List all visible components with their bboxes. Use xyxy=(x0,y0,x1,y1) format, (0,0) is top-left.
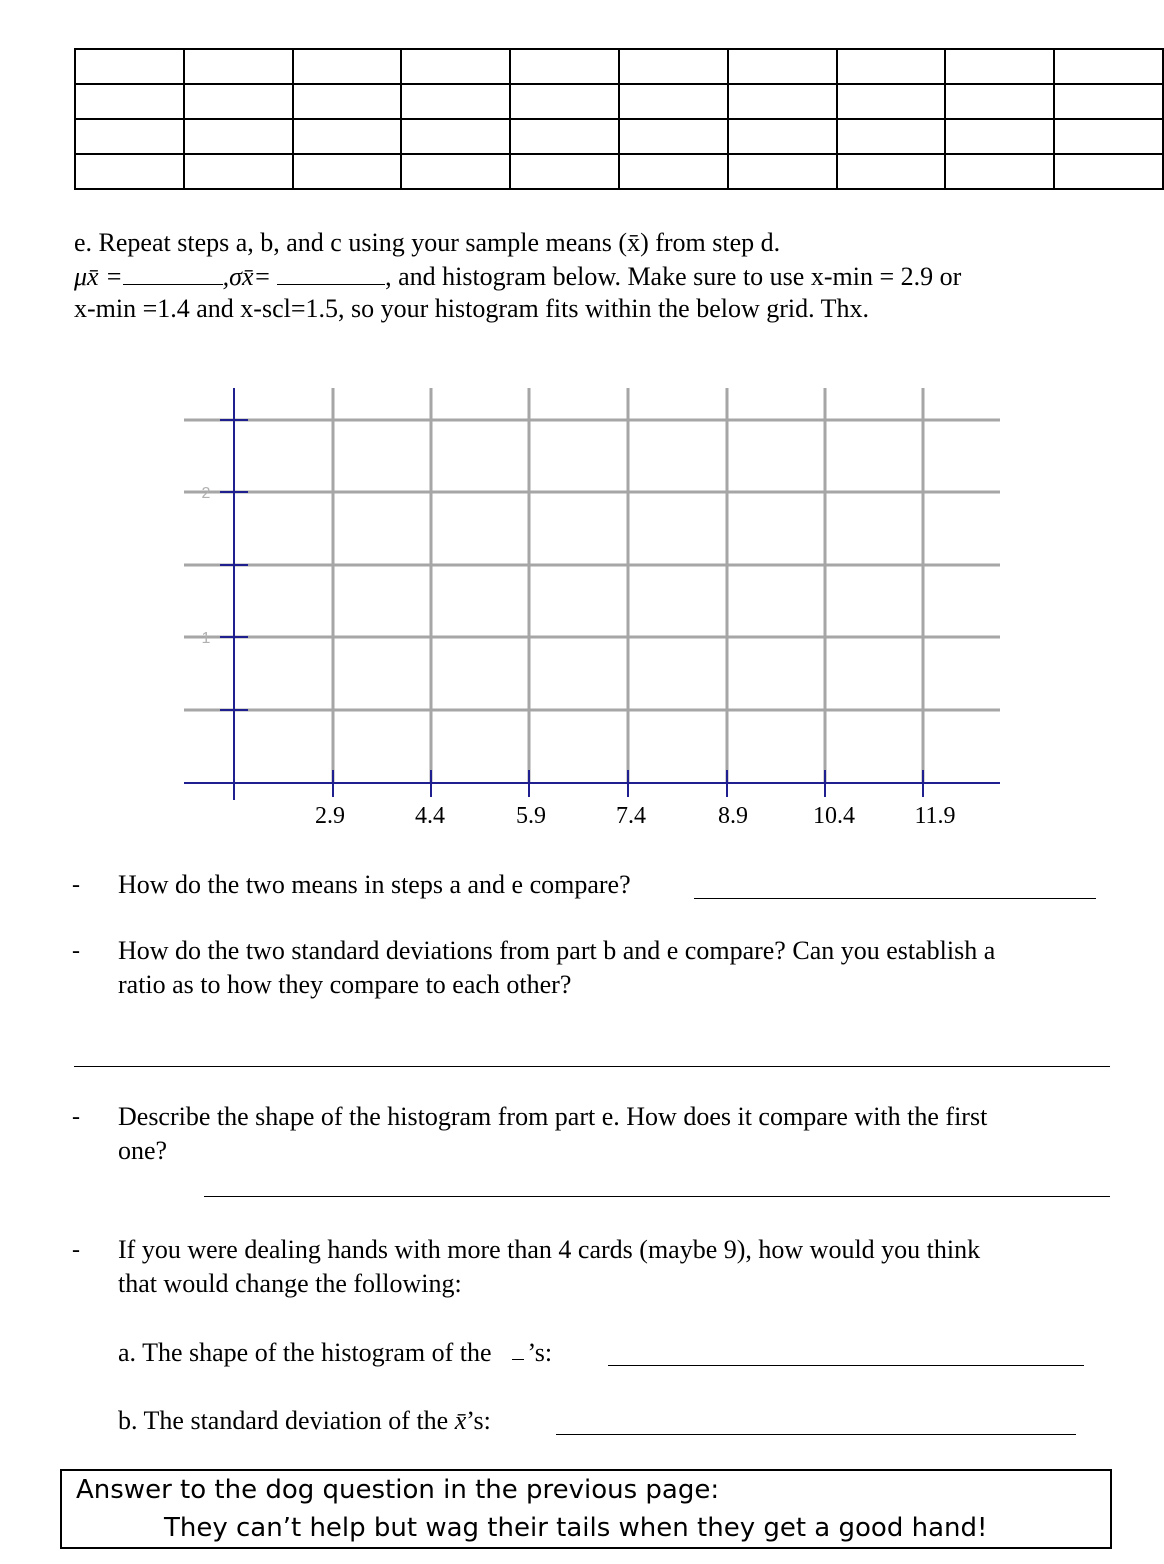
sub-a-suffix: ’s: xyxy=(527,1338,553,1367)
mu-xbar-label: μx̄ = xyxy=(74,262,123,291)
sub-a-prefix: a. The shape of the histogram of the xyxy=(118,1338,492,1367)
axes xyxy=(184,388,1000,800)
sub-b-xbar: x̄ xyxy=(454,1406,467,1435)
x-axis-tick-label: 5.9 xyxy=(516,803,546,829)
answer-heading: Answer to the dog question in the previous page: xyxy=(76,1475,720,1505)
answer-box xyxy=(60,1469,1112,1549)
part-e-line3: x-min =1.4 and x-scl=1.5, so your histogram fits within the below grid. Thx. xyxy=(74,294,870,323)
question-shape-line1: Describe the shape of the histogram from part e. How does it compare with the first xyxy=(118,1102,988,1131)
x-axis-tick-label: 2.9 xyxy=(315,803,345,829)
sub-b-prefix: b. The standard deviation of the xyxy=(118,1406,455,1435)
question-std-dev-line2: ratio as to how they compare to each other? xyxy=(118,970,572,999)
question-shape-line2: one? xyxy=(118,1136,168,1165)
grid-vertical-lines xyxy=(333,388,923,783)
x-axis-tick-label: 11.9 xyxy=(914,803,956,829)
bullet-dash-2: - xyxy=(72,938,80,964)
answer-line-shape xyxy=(204,1196,1110,1197)
y-axis-label: 2 xyxy=(201,485,211,502)
sub-b-suffix: ’s: xyxy=(466,1406,491,1435)
part-e-line1: e. Repeat steps a, b, and c using your sample means (x̄) from step d. xyxy=(74,228,781,257)
x-axis-tick-label: 10.4 xyxy=(813,803,855,829)
sub-question-a xyxy=(118,1336,552,1370)
question-cards-line2: that would change the following: xyxy=(118,1269,462,1298)
answer-line-means xyxy=(694,898,1096,899)
part-e-line2-rest: , and histogram below. Make sure to use x-min = 2.9 or xyxy=(385,262,962,291)
bullet-dash-1: - xyxy=(72,872,80,898)
bullet-dash-3: - xyxy=(72,1104,80,1130)
y-axis-label: 1 xyxy=(201,630,211,647)
answer-line-sub-b xyxy=(556,1434,1076,1435)
grid-horizontal-lines xyxy=(184,420,1000,710)
bullet-dash-4: - xyxy=(72,1237,80,1263)
answer-line-std-dev xyxy=(74,1066,1110,1067)
question-means: How do the two means in steps a and e compare? xyxy=(118,870,631,899)
answer-punchline: They can’t help but wag their tails when they get a good hand! xyxy=(164,1513,988,1543)
sub-question-b xyxy=(118,1404,491,1438)
answer-line-sub-a xyxy=(608,1365,1084,1366)
sigma-xbar-label: ,σx̄= xyxy=(222,262,272,291)
x-axis-tick-label: 8.9 xyxy=(718,803,748,829)
x-axis-tick-label: 4.4 xyxy=(415,803,445,829)
question-std-dev-line1: How do the two standard deviations from part b and e compare? Can you establish a xyxy=(118,936,996,965)
x-axis-tick-label: 7.4 xyxy=(616,803,646,829)
question-cards-line1: If you were dealing hands with more than 4 cards (maybe 9), how would you think xyxy=(118,1235,981,1264)
